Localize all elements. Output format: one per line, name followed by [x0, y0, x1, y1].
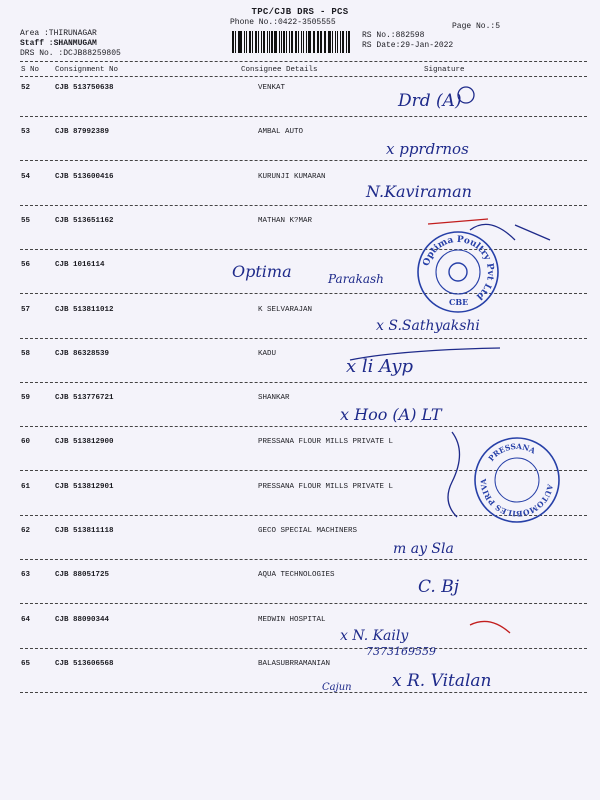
- consignee-name: SHANKAR: [258, 394, 290, 402]
- red-scribble: [428, 219, 488, 224]
- consignment-number: CJB 88090344: [55, 616, 110, 624]
- divider: [20, 382, 587, 383]
- barcode-bar: [348, 31, 351, 53]
- consignee-name: MEDWIN HOSPITAL: [258, 616, 326, 624]
- sheet-title: TPC/CJB DRS - PCS: [251, 7, 349, 17]
- barcode-bar: [289, 31, 290, 53]
- barcode-bar: [263, 31, 265, 53]
- row-sno: 52: [21, 84, 31, 92]
- barcode-bar: [335, 31, 337, 53]
- barcode-bar: [342, 31, 344, 53]
- barcode-bar: [281, 31, 282, 53]
- row-sno: 63: [21, 571, 31, 579]
- row-sno: 59: [21, 394, 31, 402]
- svg-text:AUTOMOBILES PRIVATE LIMITED: [479, 473, 555, 518]
- barcode-bar: [337, 31, 338, 53]
- consignment-number: CJB 87992389: [55, 128, 110, 136]
- barcode-bar: [340, 31, 341, 53]
- consignment-number: CJB 86328539: [55, 350, 110, 358]
- signature-r63: C. Bj: [418, 577, 459, 597]
- consignee-name: GECO SPECIAL MACHINERS: [258, 527, 358, 535]
- barcode-bar: [261, 31, 262, 53]
- barcode-bar: [232, 31, 234, 53]
- consignment-number: CJB 513812900: [55, 438, 114, 446]
- barcode-bar: [258, 31, 259, 53]
- consignment-number: CJB 513606568: [55, 660, 114, 668]
- signature-r59: x Hoo (A) LT: [340, 405, 442, 424]
- row-sno: 60: [21, 438, 31, 446]
- col-header-consignee: Consignee Details: [241, 66, 318, 74]
- consignment-number: CJB 1016114: [55, 261, 105, 269]
- signature-r53: x pprdrnos: [386, 140, 469, 158]
- barcode-bar: [252, 31, 253, 53]
- col-header-sno: S No: [21, 66, 40, 74]
- divider: [20, 338, 587, 339]
- divider: [20, 559, 587, 560]
- divider: [20, 76, 587, 77]
- header-right-block: [362, 31, 453, 51]
- signature-r64-a: x N. Kaily: [340, 628, 409, 644]
- automobiles-stamp-prefix: PRESSANA: [486, 441, 537, 464]
- divider: [20, 116, 587, 117]
- signature-r56-a: Optima: [232, 262, 292, 281]
- barcode-bar: [314, 31, 315, 53]
- drs-number: DRS No. :DCJB88259805: [20, 49, 121, 58]
- barcode-bar: [246, 31, 248, 53]
- divider: [20, 426, 587, 427]
- row-sno: 57: [21, 306, 31, 314]
- barcode-bar: [303, 31, 305, 53]
- signature-r52: Drd (A): [398, 91, 462, 111]
- automobiles-stamp: [475, 438, 559, 522]
- consignee-name: MATHAN K?MAR: [258, 217, 313, 225]
- row-sno: 56: [21, 261, 31, 269]
- consignee-name: PRESSANA FLOUR MILLS PRIVATE L: [258, 483, 394, 491]
- optima-stamp: [418, 232, 498, 312]
- barcode-bar: [271, 31, 273, 53]
- phone-number: Phone No.:0422-3505555: [230, 18, 336, 27]
- barcode-bar: [249, 31, 251, 53]
- row-sno: 62: [21, 527, 31, 535]
- red-scribble: [470, 621, 510, 633]
- divider: [20, 61, 587, 62]
- signature-r62: m ay Sla: [393, 541, 454, 557]
- barcode-bar: [267, 31, 268, 53]
- optima-stamp-text: Optima Poultry Pvt Ltd: [421, 234, 496, 302]
- consignment-number: CJB 513811012: [55, 306, 114, 314]
- consignee-name: AMBAL AUTO: [258, 128, 304, 136]
- row-sno: 54: [21, 173, 31, 181]
- divider: [20, 249, 587, 250]
- svg-text:Optima Poultry Pvt Ltd: [422, 235, 495, 302]
- divider: [20, 293, 587, 294]
- barcode-bar: [244, 31, 245, 53]
- divider: [20, 470, 587, 471]
- barcode-bar: [286, 31, 287, 53]
- rs-date: RS Date:29-Jan-2022: [362, 41, 454, 50]
- barcode-bar: [238, 31, 239, 53]
- staff-label: Staff :SHANMUGAM: [20, 39, 97, 48]
- barcode-bar: [306, 31, 307, 53]
- consignment-number: CJB 513812901: [55, 483, 114, 491]
- signature-r64-b: 7373169559: [366, 645, 436, 658]
- signature-r56-b: Parakash: [328, 272, 384, 286]
- consignee-name: K SELVARAJAN: [258, 306, 313, 314]
- row-sno: 64: [21, 616, 31, 624]
- barcode-bar: [274, 31, 277, 53]
- barcode-bar: [283, 31, 285, 53]
- area-label: Area :THIRUNAGAR: [20, 29, 97, 38]
- barcode-bar: [301, 31, 302, 53]
- optima-stamp-city: CBE: [449, 297, 469, 307]
- signature-r65-b: x R. Vitalan: [392, 671, 492, 691]
- bracket-mark: [448, 432, 460, 517]
- rs-number: RS No.:882598: [362, 31, 425, 40]
- row-sno: 53: [21, 128, 31, 136]
- signature-scribble: [350, 348, 500, 360]
- barcode-bar: [328, 31, 331, 53]
- automobiles-stamp-text: AUTOMOBILES PRIVATE LIMITED: [478, 473, 555, 519]
- consignee-name: BALASUBRRAMANIAN: [258, 660, 331, 668]
- signature-r58: x li Ayp: [346, 356, 414, 377]
- row-sno: 58: [21, 350, 31, 358]
- barcode-bar: [279, 31, 280, 53]
- consignment-number: CJB 513651162: [55, 217, 114, 225]
- page-number: Page No.:5: [452, 22, 501, 31]
- barcode-bar: [269, 31, 270, 53]
- barcode-bar: [295, 31, 297, 53]
- consignee-name: KURUNJI KUMARAN: [258, 173, 326, 181]
- consignment-number: CJB 513750638: [55, 84, 114, 92]
- col-header-signature: Signature: [424, 66, 465, 74]
- signature-scribble: [470, 224, 550, 240]
- consignee-name: KADU: [258, 350, 277, 358]
- consignment-number: CJB 513776721: [55, 394, 114, 402]
- barcode-bar: [332, 31, 333, 53]
- initial-circle: [458, 87, 474, 103]
- signature-r54: N.Kaviraman: [366, 182, 472, 201]
- divider: [20, 603, 587, 604]
- divider: [20, 515, 587, 516]
- col-header-consignment: Consignment No: [55, 66, 119, 74]
- barcode-bar: [239, 31, 242, 53]
- barcode-bar: [320, 31, 322, 53]
- barcode-bar: [325, 31, 326, 53]
- barcode-bar: [235, 31, 236, 53]
- header-left-block: [20, 29, 121, 59]
- barcode-bar: [308, 31, 311, 53]
- barcode-bar: [346, 31, 347, 53]
- consignee-name: VENKAT: [258, 84, 286, 92]
- divider: [20, 160, 587, 161]
- signature-r57: x S.Sathyakshi: [376, 318, 480, 334]
- signature-r65-a: Cajun: [322, 682, 352, 693]
- svg-text:PRESSANA: [487, 442, 538, 463]
- row-sno: 61: [21, 483, 31, 491]
- consignee-name: PRESSANA FLOUR MILLS PRIVATE L: [258, 438, 394, 446]
- consignee-name: AQUA TECHNOLOGIES: [258, 571, 335, 579]
- barcode-bar: [291, 31, 294, 53]
- divider: [20, 648, 587, 649]
- consignment-number: CJB 513811118: [55, 527, 114, 535]
- barcode-bar: [298, 31, 299, 53]
- barcode: [232, 31, 352, 53]
- barcode-bar: [317, 31, 319, 53]
- barcode-bar: [313, 31, 314, 53]
- row-sno: 65: [21, 660, 31, 668]
- row-sno: 55: [21, 217, 31, 225]
- consignment-number: CJB 88051725: [55, 571, 110, 579]
- divider: [20, 205, 587, 206]
- barcode-bar: [255, 31, 258, 53]
- divider: [20, 692, 587, 693]
- barcode-bar: [324, 31, 325, 53]
- consignment-number: CJB 513600416: [55, 173, 114, 181]
